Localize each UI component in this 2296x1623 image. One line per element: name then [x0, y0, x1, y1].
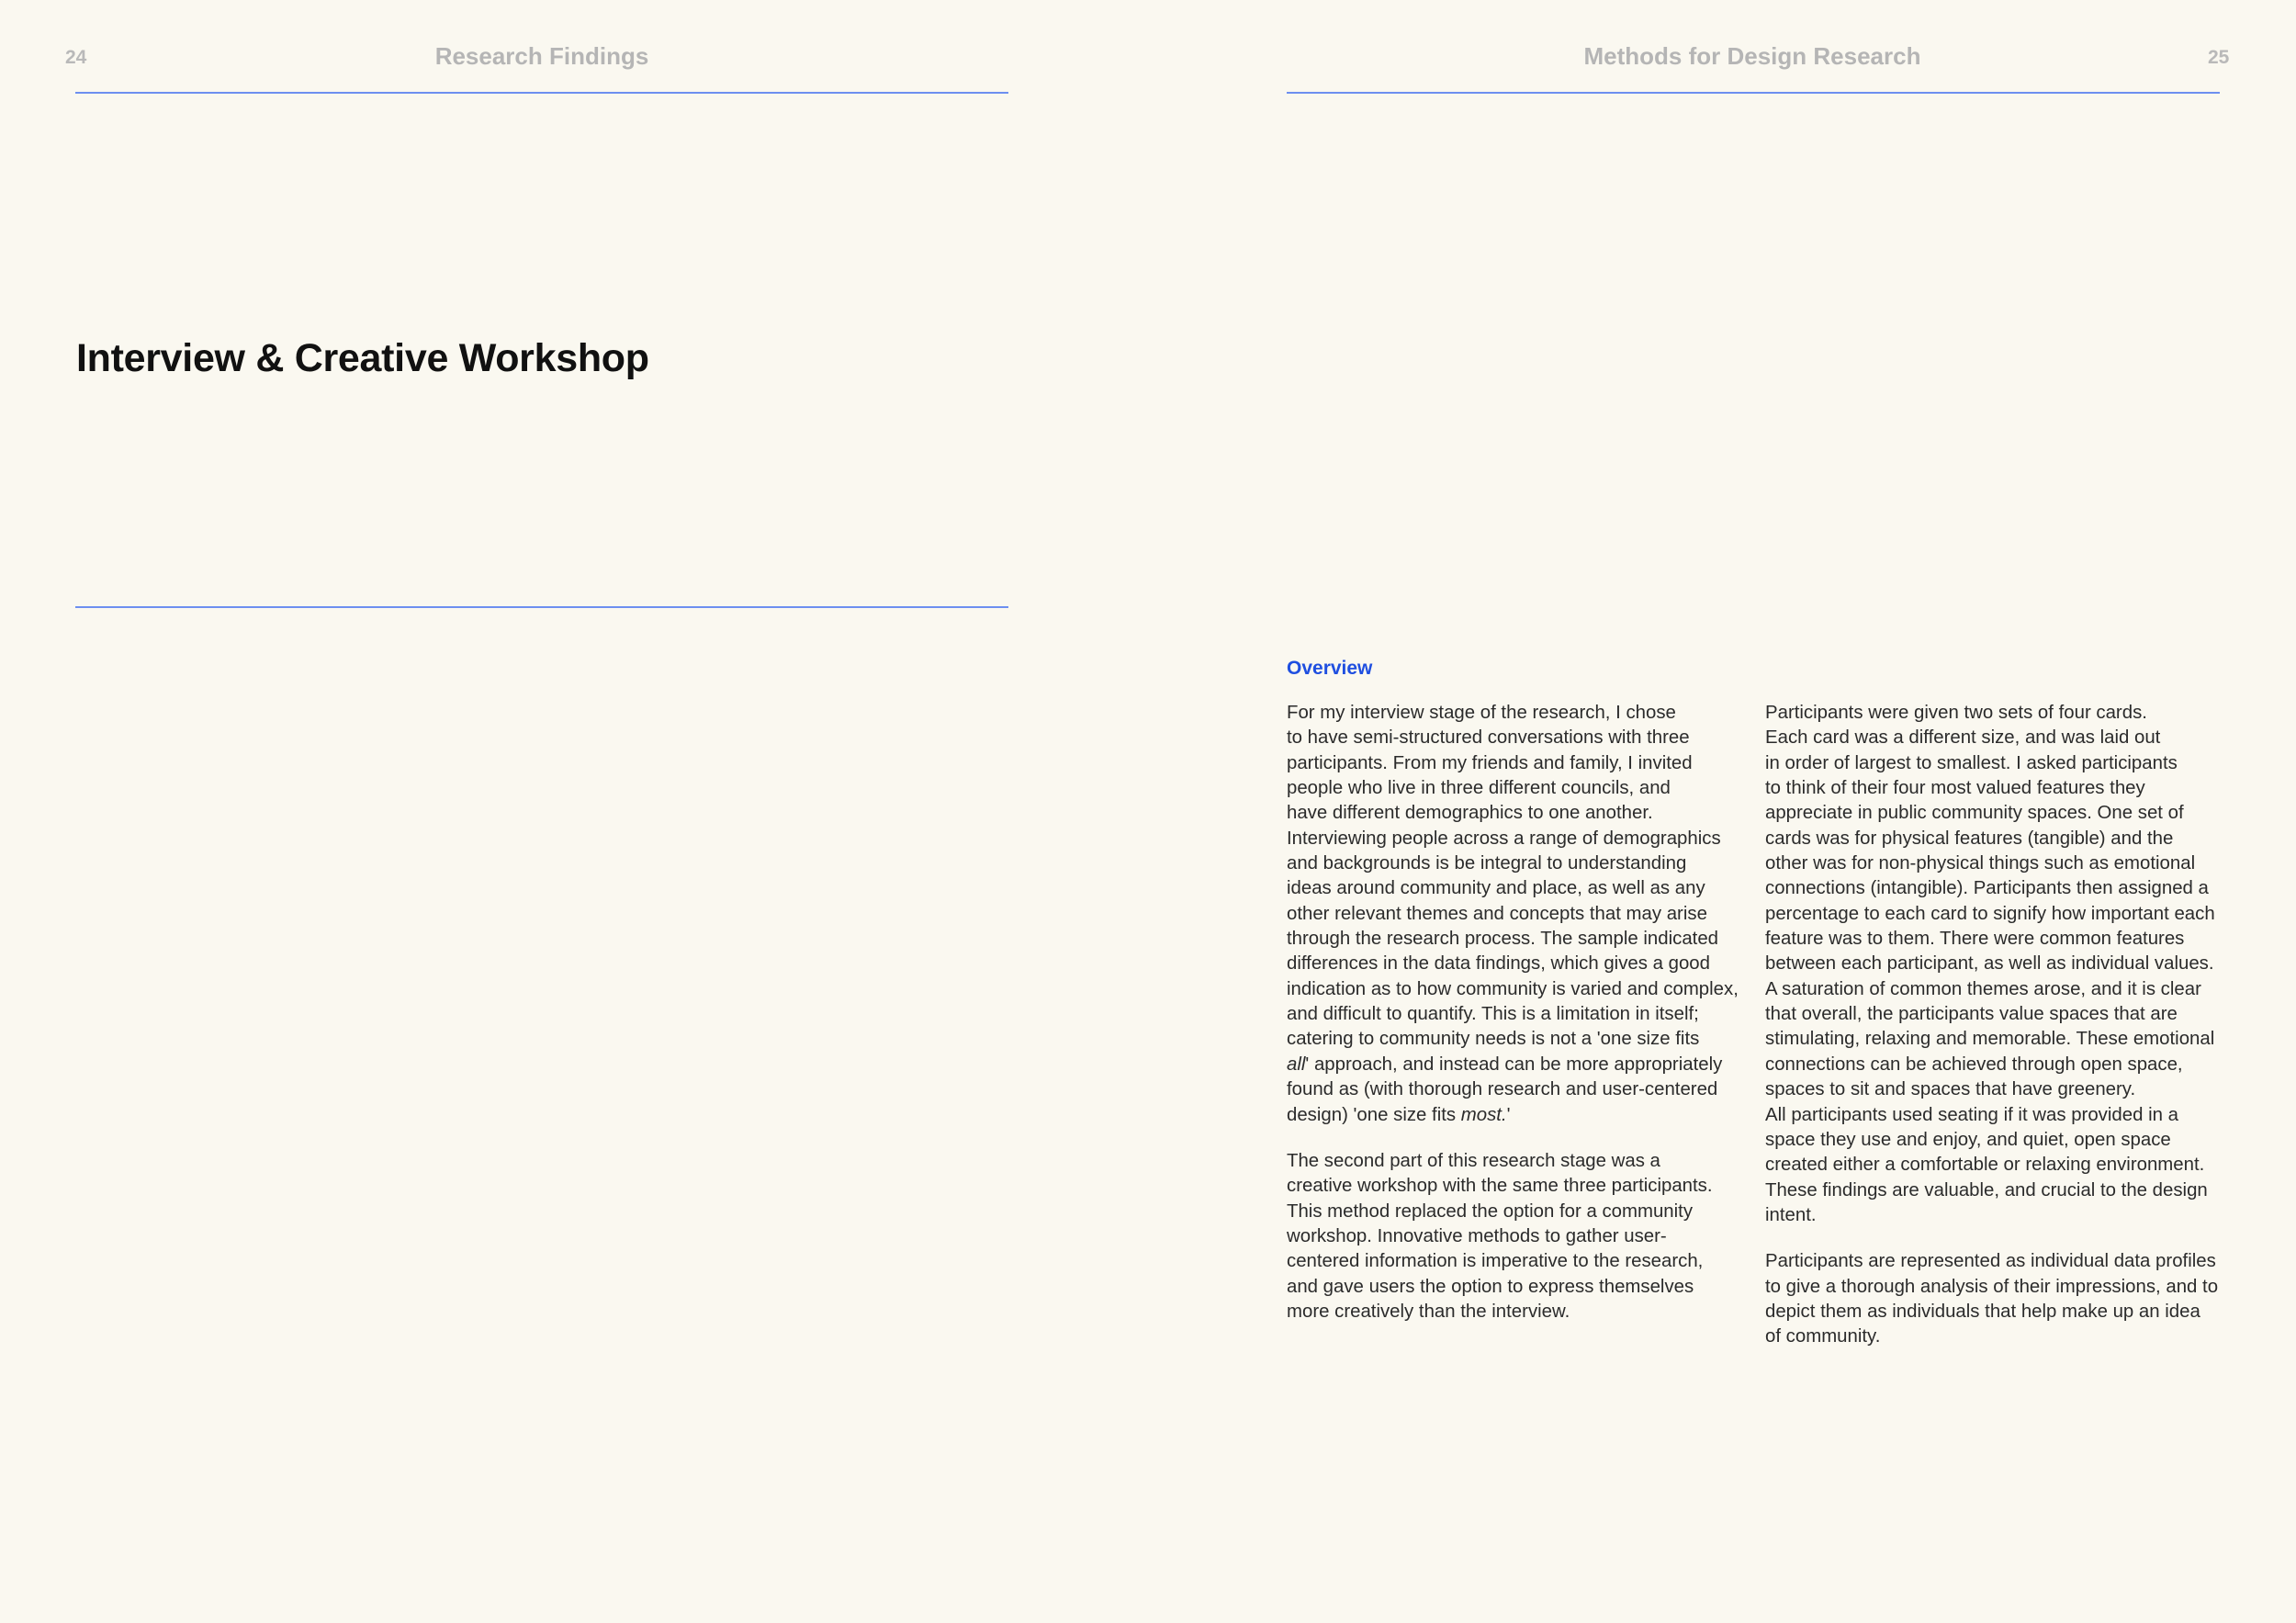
header-rule-left: [75, 92, 1008, 94]
body-column-2: [1765, 701, 2243, 1350]
page-title: Interview & Creative Workshop: [76, 336, 649, 380]
paragraph-data-profiles: Participants are represented as individual data profiles to give a thorough analysis of their impressions, and to depict them as individuals that help make up an idea of community.: [1765, 1251, 2219, 1347]
body-column-1: [1287, 701, 1746, 1324]
title-divider-rule: [75, 606, 1008, 608]
paragraph-interview: For my interview stage of the research, I chose to have semi-structured conversations with three participants. From my friends and family, I invited people who live in three different councils, and have different demographics to one another. Interviewing people across a range of demographics and backgrounds is be integral to understanding ideas around community and place, as well as any other relevant themes and concepts that may arise through the research process. The sample indicated differences in the data findings, which gives a good indication as to how community is varied and complex, and difficult to quantify. This is a limitation in itself; catering to community needs is not a 'one size fits all' approach, and instead can be more appropriately found as (with thorough research and user-centered design) 'one size fits most.': [1287, 703, 1739, 1125]
header-rule-right: [1287, 92, 2220, 94]
page-number-right: 25: [2208, 47, 2230, 68]
paragraph-cards: Participants were given two sets of four cards. Each card was a different size, and was laid out in order of largest to smallest. I asked participants to think of their four most valued features they appreciate in public community spaces. One set of cards was for physical features (tangible) and the other was for non-physical things such as emotional connections (intangible). Participants then assigned a percentage to each card to signify how important each feature was to them. There were common features between each participant, as well as individual values. A saturation of common themes arose, and it is clear that overall, the participants value spaces that are stimulating, relaxing and memorable. These emotional connections can be achieved through open space, spaces to sit and spaces that have greenery. All participants used seating if it was provided in a space they use and enjoy, and quiet, open space created either a comfortable or relaxing environment. These findings are valuable, and crucial to the design intent.: [1765, 703, 2215, 1225]
running-head-left: Research Findings: [434, 42, 649, 70]
paragraph-workshop: The second part of this research stage was a creative workshop with the same three participants. This method replaced the option for a community workshop. Innovative methods to gather user- centered information is imperative to the research, and gave users the option to express themselves more creatively than the interview.: [1287, 1150, 1713, 1322]
page-number-left: 24: [65, 47, 87, 68]
running-head-right: Methods for Design Research: [1583, 42, 1921, 70]
section-label-overview: Overview: [1287, 658, 1373, 679]
